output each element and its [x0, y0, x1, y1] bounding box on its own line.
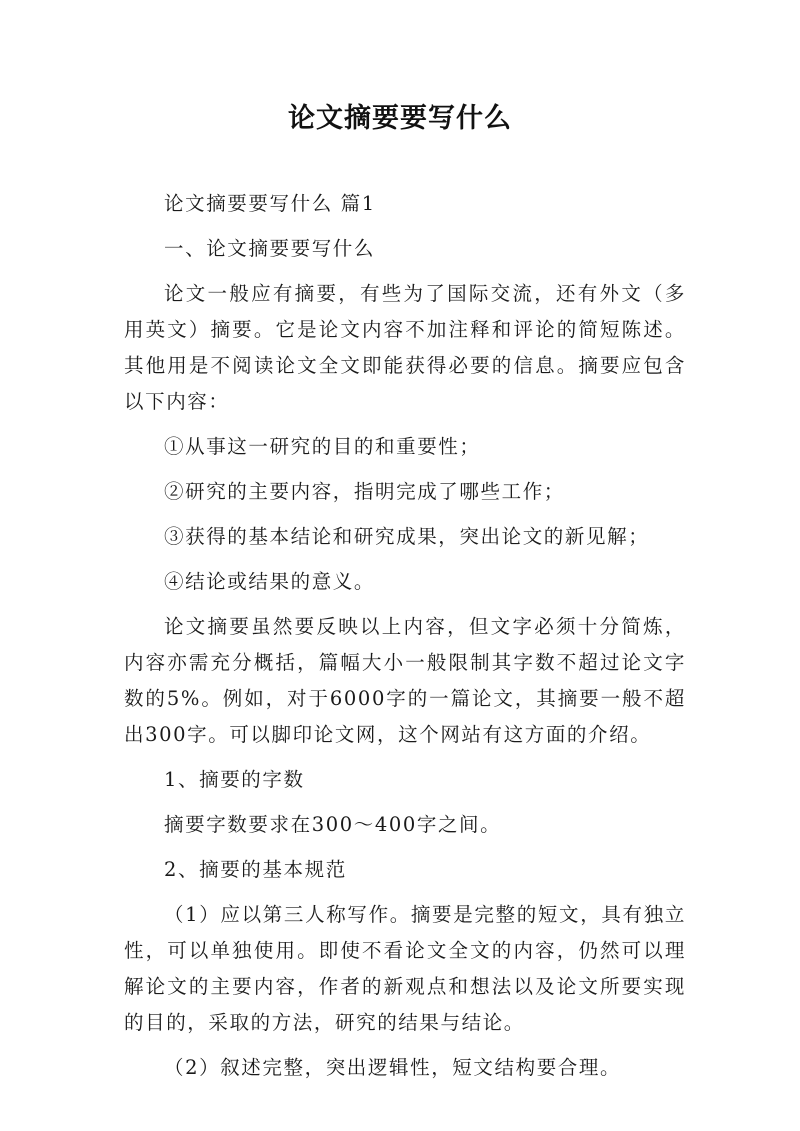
section-heading: 论文摘要要写什么 篇1	[164, 192, 376, 215]
list-item: ②研究的主要内容，指明完成了哪些工作；	[164, 480, 565, 503]
subsection-heading: 一、论文摘要要写什么	[164, 237, 376, 260]
subsection-heading: 2、摘要的基本规范	[164, 858, 347, 881]
document-title: 论文摘要要写什么	[288, 103, 512, 134]
paragraph: （1）应以第三人称写作。摘要是完整的短文，具有独立性，可以单独使用。即使不看论文全文的内容，仍然可以理解论文的主要内容，作者的新观点和想法以及论文所要实现的目的，采取的方法，研究的结果与结论。	[124, 903, 686, 1034]
list-item: ③获得的基本结论和研究成果，突出论文的新见解；	[164, 525, 650, 548]
paragraph: 论文摘要虽然要反映以上内容，但文字必须十分简炼，内容亦需充分概括，篇幅大小一般限制其字数不超过论文字数的5%。例如，对于6000字的一篇论文，其摘要一般不超出300字。可以脚印论文网，这个网站有这方面的介绍。	[124, 615, 686, 746]
paragraph: 摘要字数要求在300～400字之间。	[164, 813, 502, 836]
document-body	[124, 186, 686, 1095]
subsection-heading: 1、摘要的字数	[164, 768, 305, 791]
list-item: ①从事这一研究的目的和重要性；	[164, 435, 481, 458]
list-item: ④结论或结果的意义。	[164, 570, 376, 593]
paragraph: 论文一般应有摘要，有些为了国际交流，还有外文（多用英文）摘要。它是论文内容不加注释和评论的简短陈述。其他用是不阅读论文全文即能获得必要的信息。摘要应包含以下内容：	[124, 282, 686, 413]
paragraph: （2）叙述完整，突出逻辑性，短文结构要合理。	[164, 1056, 622, 1079]
